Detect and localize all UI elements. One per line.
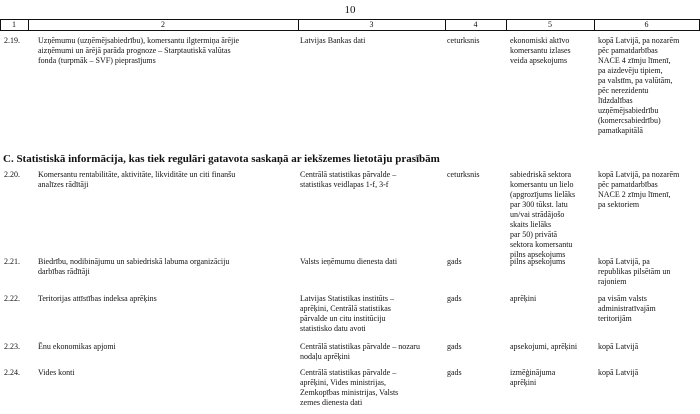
column-number-5: 5 — [548, 20, 552, 29]
coverage: apsekojumi, aprēķini — [510, 342, 578, 351]
column-number-1: 1 — [12, 20, 16, 29]
data-source: Latvijas Bankas dati — [300, 36, 366, 45]
coverage: pilns apsekojums — [510, 257, 566, 266]
page-number: 10 — [344, 4, 356, 16]
coverage: aprēķini — [510, 294, 537, 303]
indicator-name: Vides konti — [38, 368, 75, 377]
breakdown: kopā Latvijā, pa republikas pilsētām un rajoniem — [598, 257, 671, 286]
breakdown: kopā Latvijā — [598, 342, 639, 351]
breakdown: kopā Latvijā, pa nozarēm pēc pamatdarbības NACE 4 zīmju līmenī, pa aizdevēju tipiem, pa valstīm, pa valūtām, pēc nerezidentu līdzdalības uzņēmējsabiedrību (komercsabiedrību) pamatkapitālā — [598, 36, 680, 135]
row-number: 2.21. — [4, 257, 20, 266]
periodicity: gads — [447, 368, 462, 377]
section-c-title: C. Statistiskā informācija, kas tiek regulāri gatavota saskaņā ar iekšzemes lietotāju prasībām — [3, 153, 440, 165]
periodicity: gads — [447, 294, 462, 303]
breakdown: kopā Latvijā — [598, 368, 639, 377]
column-number-4: 4 — [473, 20, 478, 29]
indicator-name: Biedrību, nodibinājumu un sabiedriskā labuma organizāciju darbības rādītāji — [38, 257, 230, 276]
data-source: Centrālā statistikas pārvalde – aprēķini, Vides ministrijas, Zemkopības ministrijas, Valsts zemes dienesta dati — [300, 368, 399, 407]
breakdown: kopā Latvijā, pa nozarēm pēc pamatdarbības NACE 2 zīmju līmenī, pa sektoriem — [598, 170, 680, 209]
row-number: 2.20. — [4, 170, 20, 179]
data-source: Latvijas Statistikas institūts – aprēķini, Centrālā statistikas pārvalde un citu institūciju statistisko datu avoti — [300, 294, 394, 333]
indicator-name: Komersantu rentabilitāte, aktivitāte, likviditāte un citi finanšu analīzes rādītāji — [38, 170, 236, 189]
column-number-6: 6 — [644, 20, 649, 29]
data-source: Centrālā statistikas pārvalde – statistikas veidlapas 1-f, 3-f — [300, 170, 397, 189]
row-number: 2.22. — [4, 294, 20, 303]
indicator-name: Ēnu ekonomikas apjomi — [38, 342, 116, 351]
column-number-2: 2 — [161, 20, 165, 29]
column-number-header — [0, 19, 700, 31]
periodicity: ceturksnis — [447, 170, 480, 179]
indicator-name: Uzņēmumu (uzņēmējsabiedrību), komersantu ilgtermiņa ārējie aizņēmumi un ārējā parāda prognoze – Starptautiskā valūtas fonda (turpmāk – SVF) pieprasījums — [38, 36, 240, 65]
periodicity: gads — [447, 342, 462, 351]
row-number: 2.24. — [4, 368, 20, 377]
row-number: 2.19. — [4, 36, 20, 45]
header-bottom-rule — [0, 30, 700, 31]
coverage: sabiedriskā sektora komersantu un lielo (apgrozījums lielāks par 300 tūkst. latu un/vai strādājošo skaits lielāks par 50) privātā sektora komersantu pilns apsekojums — [510, 170, 576, 259]
row-number: 2.23. — [4, 342, 20, 351]
periodicity: gads — [447, 257, 462, 266]
periodicity: ceturksnis — [447, 36, 480, 45]
column-number-3: 3 — [369, 20, 374, 29]
data-source: Valsts ieņēmumu dienesta dati — [300, 257, 398, 266]
breakdown: pa visām valsts administratīvajām teritorijām — [598, 294, 656, 323]
data-source: Centrālā statistikas pārvalde – nozaru nodaļu aprēķini — [300, 342, 420, 361]
indicator-name: Teritorijas attīstības indeksa aprēķins — [38, 294, 157, 303]
coverage: izmēģinājuma aprēķini — [510, 368, 556, 387]
coverage: ekonomiski aktīvo komersantu izlases veida apsekojums — [510, 36, 571, 65]
